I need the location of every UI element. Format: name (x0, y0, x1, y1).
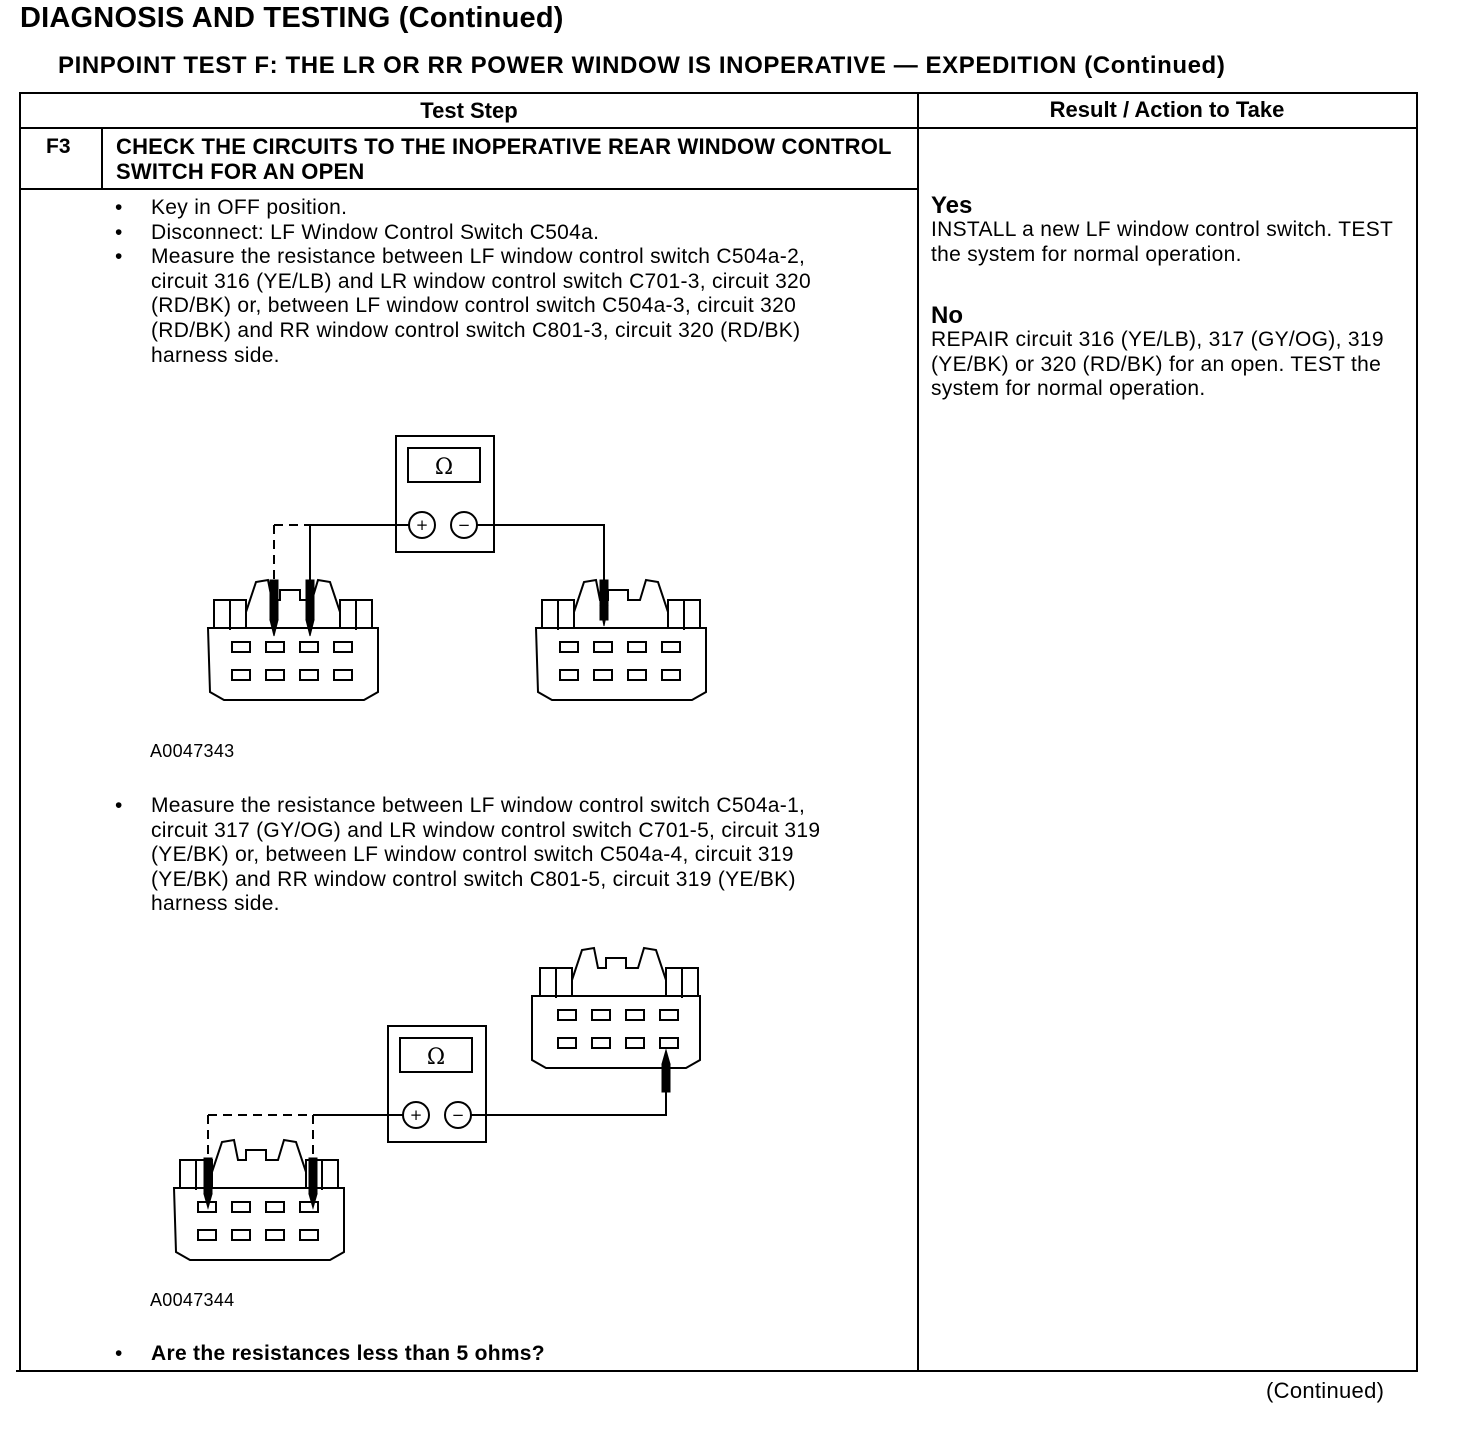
step-id-divider (101, 128, 103, 189)
plus-label: + (409, 1106, 423, 1124)
table-bottom-border (16, 1370, 1418, 1372)
page-title: DIAGNOSIS AND TESTING (Continued) (20, 2, 564, 34)
result-no-label: No (931, 302, 963, 329)
step-id: F3 (46, 135, 71, 158)
test-probe (270, 580, 278, 620)
connector-c504a (174, 1140, 344, 1260)
result-no-text: REPAIR circuit 316 (YE/LB), 317 (GY/OG), 319 (YE/BK) or 320 (RD/BK) for an open. TEST the system for normal operation. (931, 328, 1384, 401)
connector-c504a (208, 580, 378, 700)
result-yes-text: INSTALL a new LF window control switch. TEST the system for normal operation. (931, 218, 1393, 266)
test-step-bullets-1 (115, 196, 855, 368)
bullet-item: • Measure the resistance between LF window control switch C504a-1, circuit 317 (GY/OG) and LR window control switch C701-5, circuit 319 (YE/BK) or, between LF window control switch C504a-4, circuit 319 (YE/BK) and RR window control switch C801-5, circuit 319 (YE/BK) harness side. (115, 794, 855, 917)
step-title: CHECK THE CIRCUITS TO THE INOPERATIVE REAR WINDOW CONTROL SWITCH FOR AN OPEN (116, 134, 892, 184)
minus-label: − (451, 1106, 465, 1124)
connector-c701 (536, 580, 706, 700)
test-question: • Are the resistances less than 5 ohms? (115, 1342, 891, 1366)
plus-label: + (415, 516, 429, 534)
test-probe (309, 1158, 317, 1194)
table-top-border (20, 92, 1418, 94)
result-yes-label: Yes (931, 192, 973, 219)
bullet-item: • Measure the resistance between LF window control switch C504a-2, circuit 316 (YE/LB) and LR window control switch C701-3, circuit 320 (RD/BK) or, between LF window control switch C504a-3, circuit 320 (RD/BK) and RR window control switch C801-3, circuit 320 (RD/BK) harness side. (115, 245, 855, 368)
header-test-step: Test Step (420, 98, 518, 123)
figure-code-1: A0047343 (150, 741, 235, 761)
test-probe (662, 1064, 670, 1092)
ohmmeter-diagram-2 (170, 944, 710, 1284)
header-result-action: Result / Action to Take (1049, 97, 1285, 122)
table-header-divider (20, 127, 1418, 129)
pinpoint-test-title: PINPOINT TEST F: THE LR OR RR POWER WINDOW IS INOPERATIVE — EXPEDITION (Continued) (58, 52, 1226, 79)
bullet-item: • Key in OFF position. (115, 196, 855, 221)
step-title-divider (20, 188, 919, 190)
continued-footer: (Continued) (1266, 1378, 1385, 1403)
ohm-symbol: Ω (426, 1045, 446, 1070)
minus-label: − (457, 516, 471, 534)
test-probe (306, 580, 314, 620)
ohm-symbol: Ω (434, 455, 454, 480)
bullet-item: • Disconnect: LF Window Control Switch C504a. (115, 221, 855, 246)
table-right-border (1416, 92, 1418, 1371)
test-probe (204, 1158, 212, 1194)
table-left-border (19, 92, 21, 1371)
connector-c701 (532, 948, 700, 1068)
table-column-divider (917, 92, 919, 1371)
figure-code-2: A0047344 (150, 1290, 235, 1310)
test-step-bullets-2 (115, 794, 855, 917)
ohmmeter-diagram-1 (200, 430, 720, 720)
